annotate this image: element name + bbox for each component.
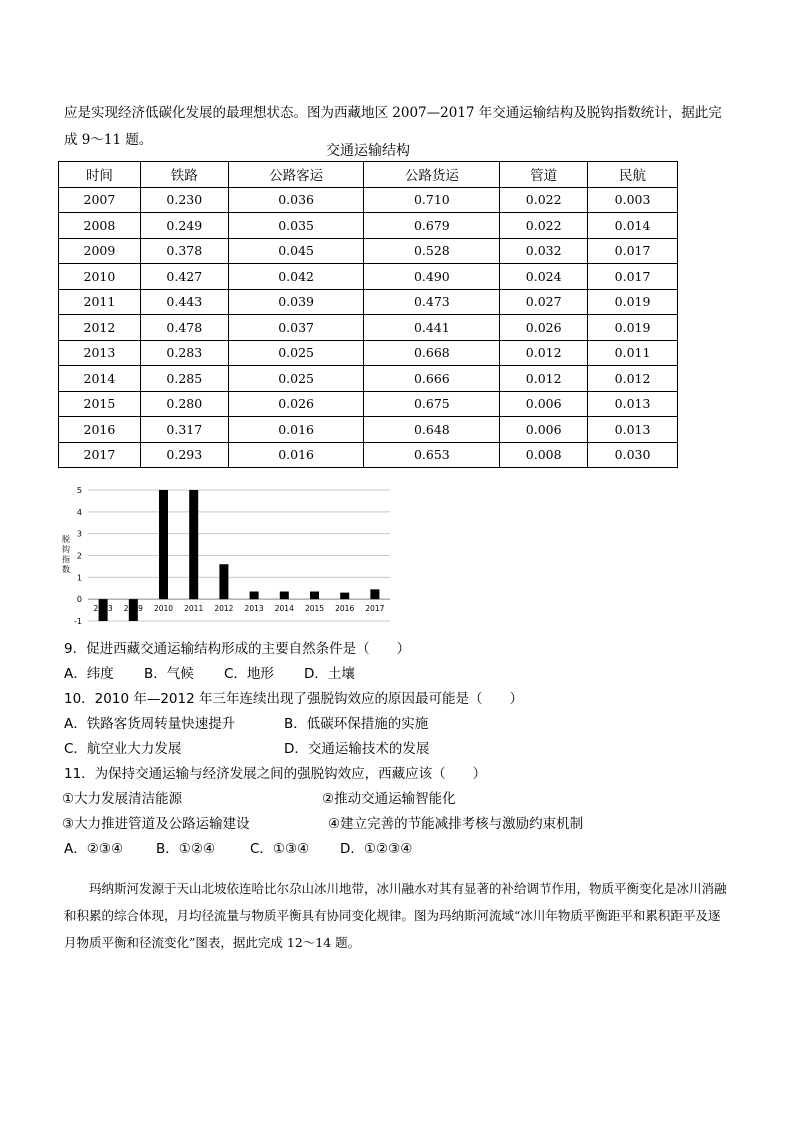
cell-pipeline: 0.026 <box>500 315 588 341</box>
cell-pipeline: 0.027 <box>500 289 588 315</box>
cell-time: 2016 <box>59 417 141 443</box>
cell-railway: 0.317 <box>140 417 228 443</box>
bar <box>370 589 379 599</box>
cell-time: 2011 <box>59 289 141 315</box>
x-tick-label: 2010 <box>153 604 174 614</box>
q11-option-a[interactable]: A．②③④ <box>64 841 124 857</box>
y-tick-label: 3 <box>76 529 82 539</box>
y-tick-label: -1 <box>74 617 82 626</box>
cell-railway: 0.443 <box>140 289 228 315</box>
cell-road-freight: 0.441 <box>364 315 500 341</box>
q11-item-4: ④建立完善的节能减排考核与激励约束机制 <box>328 816 584 832</box>
cell-aviation: 0.013 <box>588 417 678 443</box>
x-tick-label: 2015 <box>304 604 325 614</box>
y-tick-label: 4 <box>76 507 82 517</box>
cell-pipeline: 0.012 <box>500 340 588 366</box>
cell-road-freight: 0.490 <box>364 264 500 290</box>
cell-road-passenger: 0.026 <box>228 391 364 417</box>
cell-road-passenger: 0.016 <box>228 442 364 468</box>
cell-road-passenger: 0.036 <box>228 187 364 213</box>
question-9-stem: 9．促进西藏交通运输结构形成的主要自然条件是（ ） <box>64 641 411 657</box>
cell-railway: 0.285 <box>140 366 228 392</box>
cell-railway: 0.427 <box>140 264 228 290</box>
cell-aviation: 0.013 <box>588 391 678 417</box>
bar <box>250 592 259 600</box>
cell-road-passenger: 0.025 <box>228 340 364 366</box>
table-row <box>59 213 678 239</box>
cell-pipeline: 0.032 <box>500 238 588 264</box>
cell-pipeline: 0.008 <box>500 442 588 468</box>
cell-road-passenger: 0.037 <box>228 315 364 341</box>
question-10 <box>64 689 724 709</box>
col-header-pipeline: 管道 <box>500 162 588 188</box>
cell-time: 2013 <box>59 340 141 366</box>
col-header-railway: 铁路 <box>140 162 228 188</box>
cell-pipeline: 0.012 <box>500 366 588 392</box>
cell-time: 2014 <box>59 366 141 392</box>
table-row <box>59 340 678 366</box>
x-tick-label: 2016 <box>335 604 355 614</box>
bar <box>340 593 349 600</box>
q9-option-b[interactable]: B．气候 <box>144 666 194 682</box>
question-10-options-row1 <box>64 714 724 734</box>
cell-time: 2012 <box>59 315 141 341</box>
cell-pipeline: 0.024 <box>500 264 588 290</box>
q11-option-c[interactable]: C．①③④ <box>250 841 310 857</box>
y-axis-label: 数 <box>62 565 70 574</box>
cell-railway: 0.478 <box>140 315 228 341</box>
table-row <box>59 391 678 417</box>
cell-pipeline: 0.022 <box>500 213 588 239</box>
cell-road-freight: 0.710 <box>364 187 500 213</box>
x-tick-label: 2013 <box>244 604 264 614</box>
x-tick-label: 2011 <box>184 604 204 614</box>
decoupling-index-chart <box>60 482 400 632</box>
cell-pipeline: 0.006 <box>500 417 588 443</box>
cell-aviation: 0.019 <box>588 289 678 315</box>
x-tick-label: 2014 <box>274 604 294 614</box>
cell-road-passenger: 0.016 <box>228 417 364 443</box>
cell-aviation: 0.019 <box>588 315 678 341</box>
table-header-row <box>59 162 678 188</box>
table-row <box>59 417 678 443</box>
cell-road-freight: 0.648 <box>364 417 500 443</box>
cell-road-freight: 0.653 <box>364 442 500 468</box>
cell-time: 2008 <box>59 213 141 239</box>
cell-time: 2015 <box>59 391 141 417</box>
col-header-road-passenger: 公路客运 <box>228 162 364 188</box>
cell-railway: 0.230 <box>140 187 228 213</box>
y-tick-label: 0 <box>76 595 82 605</box>
cell-road-freight: 0.528 <box>364 238 500 264</box>
col-header-road-freight: 公路货运 <box>364 162 500 188</box>
q10-option-a[interactable]: A．铁路客货周转量快速提升 <box>64 716 236 732</box>
cell-time: 2007 <box>59 187 141 213</box>
cell-railway: 0.249 <box>140 213 228 239</box>
table-row <box>59 264 678 290</box>
manas-river-paragraph: 玛纳斯河发源于天山北坡依连哈比尔尕山冰川地带，冰川融水对其有显著的补给调节作用，物质平衡变化是冰川消融和积累的综合体现，月均径流量与物质平衡具有协同变化规律。图为玛纳斯河流域“冰川年物质平衡距平和累积距平及逐月物质平衡和径流变化”图表，据此完成 12～14 题。 <box>64 880 727 950</box>
question-11-items-row2 <box>62 814 730 834</box>
col-header-time: 时间 <box>59 162 141 188</box>
cell-road-passenger: 0.025 <box>228 366 364 392</box>
cell-road-freight: 0.668 <box>364 340 500 366</box>
table-row <box>59 289 678 315</box>
cell-road-passenger: 0.042 <box>228 264 364 290</box>
q9-option-c[interactable]: C．地形 <box>224 666 274 682</box>
cell-road-freight: 0.666 <box>364 366 500 392</box>
bar <box>280 592 289 600</box>
y-axis-label: 指 <box>62 555 70 564</box>
x-tick-label: 2009 <box>123 604 143 614</box>
cell-road-passenger: 0.039 <box>228 289 364 315</box>
question-9-options <box>64 664 724 684</box>
cell-road-freight: 0.675 <box>364 391 500 417</box>
cell-aviation: 0.014 <box>588 213 678 239</box>
question-10-options-row2 <box>64 739 724 759</box>
cell-road-freight: 0.473 <box>364 289 500 315</box>
q10-option-c[interactable]: C．航空业大力发展 <box>64 741 182 757</box>
cell-aviation: 0.011 <box>588 340 678 366</box>
question-10-stem: 10．2010 年—2012 年三年连续出现了强脱钩效应的原因最可能是（ ） <box>64 691 523 707</box>
cell-road-passenger: 0.035 <box>228 213 364 239</box>
cell-time: 2010 <box>59 264 141 290</box>
table-title: 交通运输结构 <box>326 143 410 159</box>
cell-railway: 0.283 <box>140 340 228 366</box>
q10-option-b[interactable]: B．低碳环保措施的实施 <box>284 716 429 732</box>
cell-aviation: 0.017 <box>588 264 678 290</box>
cell-pipeline: 0.022 <box>500 187 588 213</box>
intro-paragraph: 应是实现经济低碳化发展的最理想状态。图为西藏地区 2007—2017 年交通运输结构及脱钩指数统计，据此完成 9～11 题。 <box>64 104 722 148</box>
table-row <box>59 187 678 213</box>
y-tick-label: 2 <box>76 551 82 561</box>
cell-aviation: 0.012 <box>588 366 678 392</box>
col-header-aviation: 民航 <box>588 162 678 188</box>
question-11-items-row1 <box>62 789 722 809</box>
cell-road-freight: 0.679 <box>364 213 500 239</box>
q11-item-3: ③大力推进管道及公路运输建设 <box>62 816 250 832</box>
bar <box>189 490 198 599</box>
table-row <box>59 366 678 392</box>
x-tick-label: 2017 <box>365 604 385 614</box>
q11-option-d[interactable]: D．①②③④ <box>340 841 413 857</box>
q9-option-a[interactable]: A．纬度 <box>64 666 114 682</box>
cell-railway: 0.378 <box>140 238 228 264</box>
table-row <box>59 315 678 341</box>
cell-road-passenger: 0.045 <box>228 238 364 264</box>
question-9 <box>64 639 724 659</box>
cell-railway: 0.293 <box>140 442 228 468</box>
cell-aviation: 0.017 <box>588 238 678 264</box>
bar <box>219 564 228 599</box>
q11-item-1: ①大力发展清洁能源 <box>62 791 183 807</box>
y-tick-label: 1 <box>76 573 82 583</box>
q10-option-d[interactable]: D．交通运输技术的发展 <box>284 741 430 757</box>
q11-option-b[interactable]: B．①②④ <box>156 841 216 857</box>
question-11-options <box>64 839 724 859</box>
cell-aviation: 0.003 <box>588 187 678 213</box>
q11-item-2: ②推动交通运输智能化 <box>322 791 456 807</box>
cell-time: 2017 <box>59 442 141 468</box>
table-row <box>59 238 678 264</box>
question-11 <box>64 764 724 784</box>
transport-structure-table <box>58 161 678 468</box>
cell-railway: 0.280 <box>140 391 228 417</box>
table-row <box>59 442 678 468</box>
y-tick-label: 5 <box>76 486 82 495</box>
y-axis-label: 钩 <box>62 545 70 554</box>
cell-pipeline: 0.006 <box>500 391 588 417</box>
bar <box>159 490 168 599</box>
cell-time: 2009 <box>59 238 141 264</box>
x-tick-label: 2012 <box>214 604 234 614</box>
bar <box>310 592 319 600</box>
y-axis-label: 脱 <box>62 535 70 544</box>
q9-option-d[interactable]: D．土壤 <box>304 666 355 682</box>
cell-aviation: 0.030 <box>588 442 678 468</box>
question-11-stem: 11．为保持交通运输与经济发展之间的强脱钩效应，西藏应该（ ） <box>64 766 487 782</box>
x-tick-label: 2003 <box>93 604 113 614</box>
